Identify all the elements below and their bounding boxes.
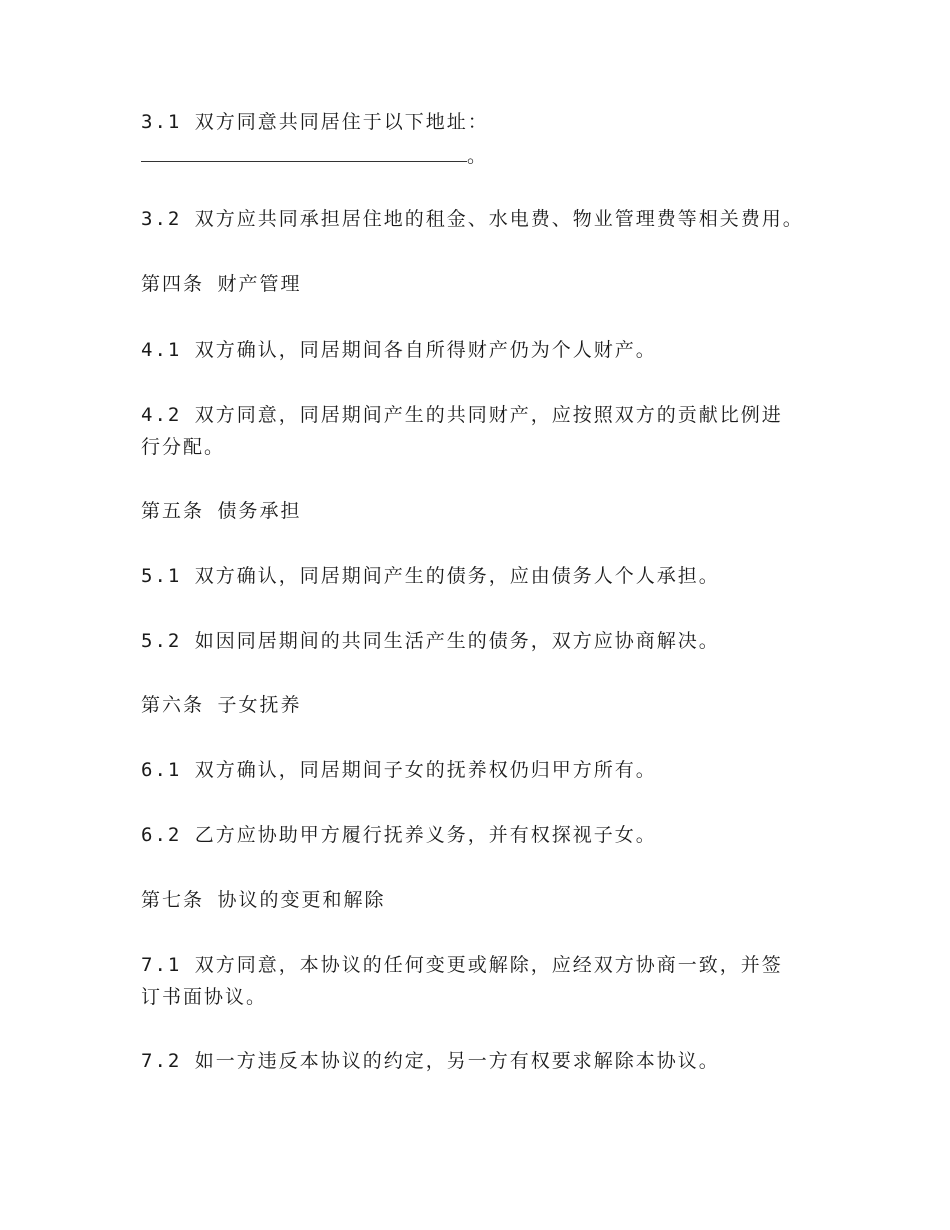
clause-6-2: 6.2 乙方应协助甲方履行抚养义务，并有权探视子女。 (141, 824, 657, 846)
address-blank-period: 。 (467, 145, 489, 167)
clause-7-1-line1: 7.1 双方同意，本协议的任何变更或解除，应经双方协商一致，并签 (141, 954, 783, 976)
clause-7-2: 7.2 如一方违反本协议的约定，另一方有权要求解除本协议。 (141, 1050, 720, 1072)
clause-3-1: 3.1 双方同意共同居住于以下地址： (141, 111, 489, 133)
clause-7-1-line2: 订书面协议。 (141, 986, 268, 1008)
address-blank-line (141, 144, 488, 168)
article-5-heading: 第五条 债务承担 (141, 500, 302, 522)
clause-4-1: 4.1 双方确认，同居期间各自所得财产仍为个人财产。 (141, 339, 657, 361)
clause-3-2: 3.2 双方应共同承担居住地的租金、水电费、物业管理费等相关费用。 (141, 208, 804, 230)
clause-5-2: 5.2 如因同居期间的共同生活产生的债务，双方应协商解决。 (141, 630, 720, 652)
article-4-heading: 第四条 财产管理 (141, 273, 302, 295)
clause-4-2-line1: 4.2 双方同意，同居期间产生的共同财产，应按照双方的贡献比例进 (141, 404, 783, 426)
article-7-heading: 第七条 协议的变更和解除 (141, 889, 386, 911)
clause-6-1: 6.1 双方确认，同居期间子女的抚养权仍归甲方所有。 (141, 759, 657, 781)
address-blank (141, 147, 467, 162)
article-6-heading: 第六条 子女抚养 (141, 694, 302, 716)
clause-4-2-line2: 行分配。 (141, 436, 226, 458)
clause-5-1: 5.1 双方确认，同居期间产生的债务，应由债务人个人承担。 (141, 565, 720, 587)
